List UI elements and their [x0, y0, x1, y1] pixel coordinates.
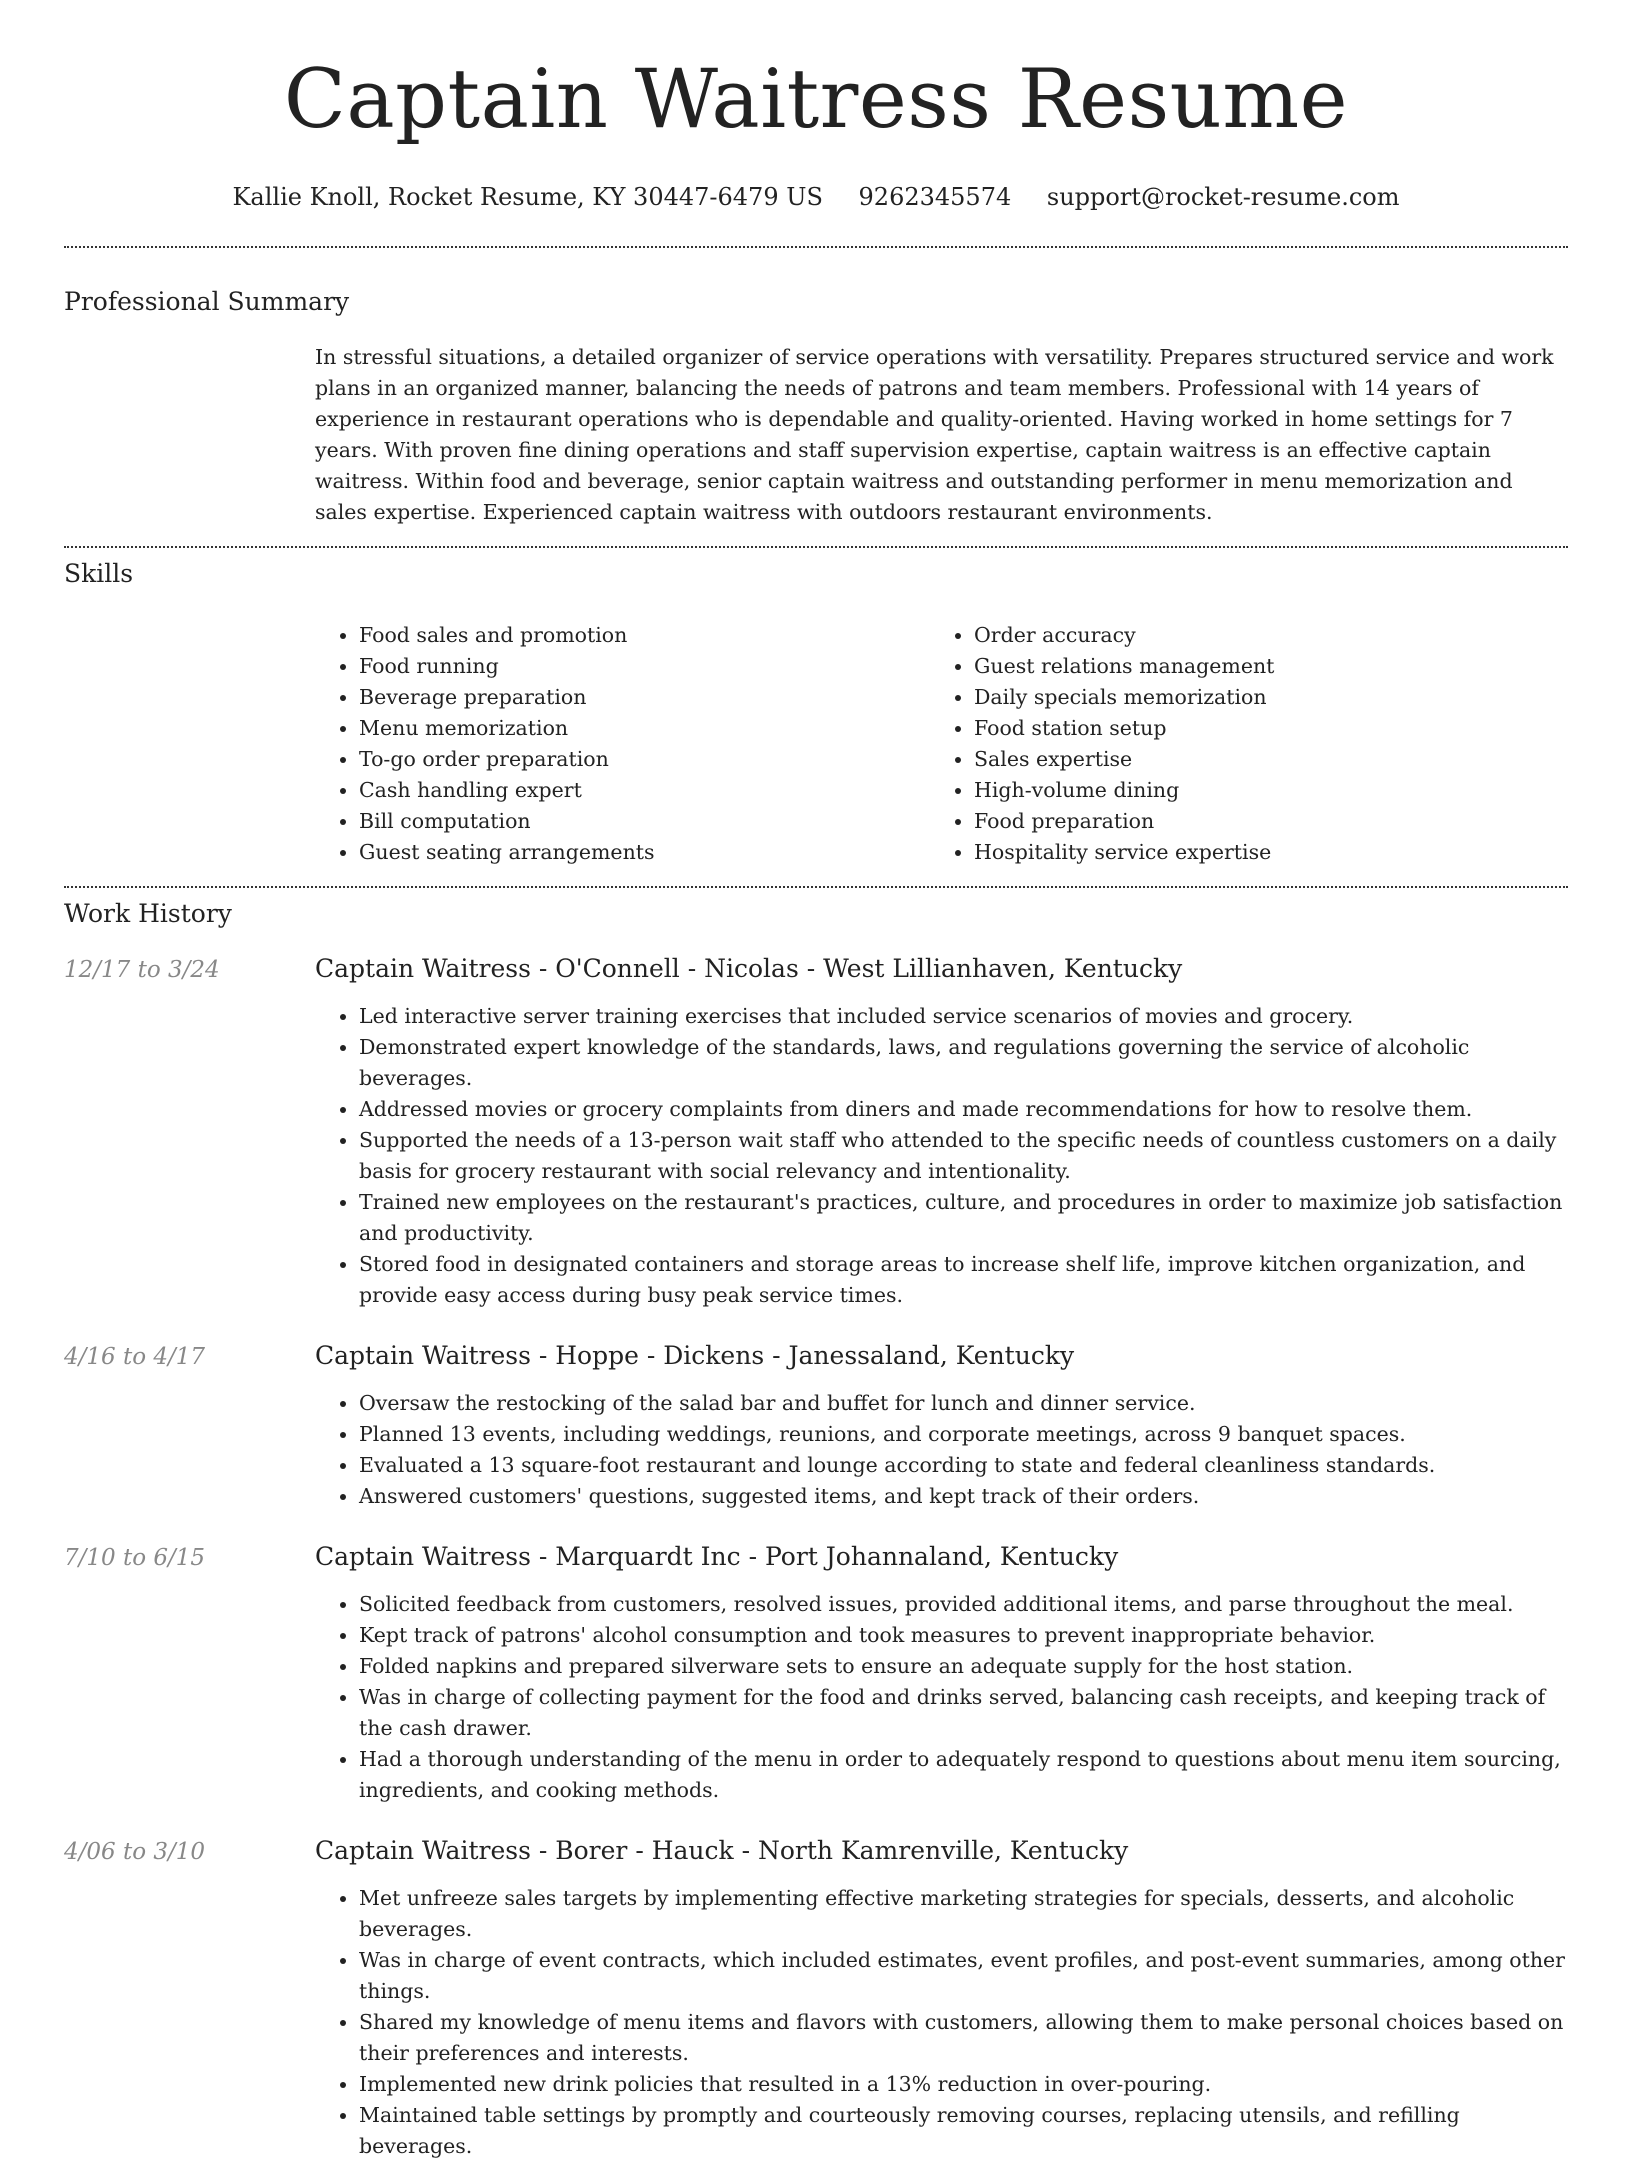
skills-grid: [315, 620, 1568, 868]
job-bullet: • Addressed movies or grocery complaints from diners and made recommendations for how to resolve them.: [359, 1094, 1568, 1125]
skill-item: • Guest relations management: [974, 651, 1545, 682]
job-header: [64, 1836, 1568, 1865]
job-entry: [64, 1836, 1568, 2162]
job-bullet: • Folded napkins and prepared silverware sets to ensure an adequate supply for the host station.: [359, 1651, 1568, 1682]
skills-column-left: [315, 620, 930, 868]
job-title: Captain Waitress - Borer - Hauck - North Kamrenville, Kentucky: [315, 1836, 1129, 1865]
job-bullet: • Maintained table settings by promptly and courteously removing courses, replacing utensils, and refilling beverages.: [359, 2100, 1568, 2162]
job-dates: 12/17 to 3/24: [64, 957, 220, 983]
skill-item: • Food station setup: [974, 713, 1545, 744]
job-entry: [64, 1341, 1568, 1512]
job-bullet: • Kept track of patrons' alcohol consumption and took measures to prevent inappropriate behavior.: [359, 1620, 1568, 1651]
job-bullet: • Trained new employees on the restaurant's practices, culture, and procedures in order to maximize job satisfaction and productivity.: [359, 1187, 1568, 1249]
job-bullet: • Supported the needs of a 13-person wait staff who attended to the specific needs of countless customers on a daily basis for grocery restaurant with social relevancy and intentionality.: [359, 1125, 1568, 1187]
job-dates: 4/06 to 3/10: [64, 1839, 206, 1865]
job-bullet-list: [315, 1001, 1568, 1311]
summary-heading: Professional Summary: [64, 287, 350, 316]
skill-item: • Beverage preparation: [359, 682, 930, 713]
skills-column-right: [930, 620, 1545, 868]
job-title: Captain Waitress - O'Connell - Nicolas - West Lillianhaven, Kentucky: [315, 954, 1183, 983]
contact-line: [64, 182, 1568, 212]
job-header: [64, 1542, 1568, 1571]
job-bullet: • Had a thorough understanding of the menu in order to adequately respond to questions about menu item sourcing, ingredients, and cooking methods.: [359, 1744, 1568, 1806]
job-bullet: • Was in charge of collecting payment for the food and drinks served, balancing cash receipts, and keeping track of the cash drawer.: [359, 1682, 1568, 1744]
job-bullet: • Implemented new drink policies that resulted in a 13% reduction in over-pouring.: [359, 2069, 1568, 2100]
job-bullet: • Oversaw the restocking of the salad bar and buffet for lunch and dinner service.: [359, 1388, 1568, 1419]
job-entry: [64, 1542, 1568, 1806]
job-bullet: • Answered customers' questions, suggested items, and kept track of their orders.: [359, 1481, 1568, 1512]
job-bullet: • Stored food in designated containers and storage areas to increase shelf life, improve kitchen organization, and provide easy access during busy peak service times.: [359, 1249, 1568, 1311]
job-dates: 4/16 to 4/17: [64, 1344, 206, 1370]
job-bullet: • Met unfreeze sales targets by implementing effective marketing strategies for specials, desserts, and alcoholic beverages.: [359, 1883, 1568, 1945]
summary-section: [64, 248, 1568, 528]
contact-email: support@rocket-resume.com: [1046, 183, 1400, 211]
skill-item: • Guest seating arrangements: [359, 837, 930, 868]
work-history-heading: Work History: [64, 899, 232, 928]
contact-address: Kallie Knoll, Rocket Resume, KY 30447-6479 US: [232, 183, 823, 211]
job-bullet: • Solicited feedback from customers, resolved issues, provided additional items, and parse throughout the meal.: [359, 1589, 1568, 1620]
summary-text: In stressful situations, a detailed organizer of service operations with versatility. Prepares structured service and work plans in an organized manner, balancing the needs of patrons and team members. Professional with 14 years of experience in restaurant operations who is dependable and quality-oriented. Having worked in home settings for 7 years. With proven fine dining operations and staff supervision expertise, captain waitress is an effective captain waitress. Within food and beverage, senior captain waitress and outstanding performer in menu memorization and sales expertise. Experienced captain waitress with outdoors restaurant environments.: [315, 345, 1554, 524]
job-header: [64, 1341, 1568, 1370]
resume-header: [64, 0, 1568, 212]
job-bullet-list: [315, 1589, 1568, 1806]
job-title: Captain Waitress - Marquardt Inc - Port Johannaland, Kentucky: [315, 1542, 1119, 1571]
skill-item: • Food sales and promotion: [359, 620, 930, 651]
skill-item: • Food running: [359, 651, 930, 682]
page-title: Captain Waitress Resume: [283, 53, 1349, 147]
skill-item: • Food preparation: [974, 806, 1545, 837]
job-title: Captain Waitress - Hoppe - Dickens - Janessaland, Kentucky: [315, 1341, 1075, 1370]
skill-item: • Daily specials memorization: [974, 682, 1545, 713]
job-bullet: • Led interactive server training exercises that included service scenarios of movies and grocery.: [359, 1001, 1568, 1032]
contact-phone: 9262345574: [858, 183, 1012, 211]
skills-section: [64, 548, 1568, 868]
job-header: [64, 954, 1568, 983]
job-dates: 7/10 to 6/15: [64, 1545, 206, 1571]
skill-item: • High-volume dining: [974, 775, 1545, 806]
job-bullet-list: [315, 1388, 1568, 1512]
skill-item: • To-go order preparation: [359, 744, 930, 775]
job-bullet: • Planned 13 events, including weddings, reunions, and corporate meetings, across 9 banquet spaces.: [359, 1419, 1568, 1450]
job-bullet-list: [315, 1883, 1568, 2162]
skill-item: • Hospitality service expertise: [974, 837, 1545, 868]
skill-item: • Menu memorization: [359, 713, 930, 744]
skills-heading: Skills: [64, 559, 134, 588]
work-history-section: [64, 888, 1568, 2162]
skill-item: • Order accuracy: [974, 620, 1545, 651]
job-bullet: • Demonstrated expert knowledge of the standards, laws, and regulations governing the service of alcoholic beverages.: [359, 1032, 1568, 1094]
skill-item: • Sales expertise: [974, 744, 1545, 775]
job-bullet: • Was in charge of event contracts, which included estimates, event profiles, and post-event summaries, among other things.: [359, 1945, 1568, 2007]
job-bullet: • Shared my knowledge of menu items and flavors with customers, allowing them to make personal choices based on their preferences and interests.: [359, 2007, 1568, 2069]
job-bullet: • Evaluated a 13 square-foot restaurant and lounge according to state and federal cleanliness standards.: [359, 1450, 1568, 1481]
skill-item: • Bill computation: [359, 806, 930, 837]
skill-item: • Cash handling expert: [359, 775, 930, 806]
job-entry: [64, 954, 1568, 1311]
